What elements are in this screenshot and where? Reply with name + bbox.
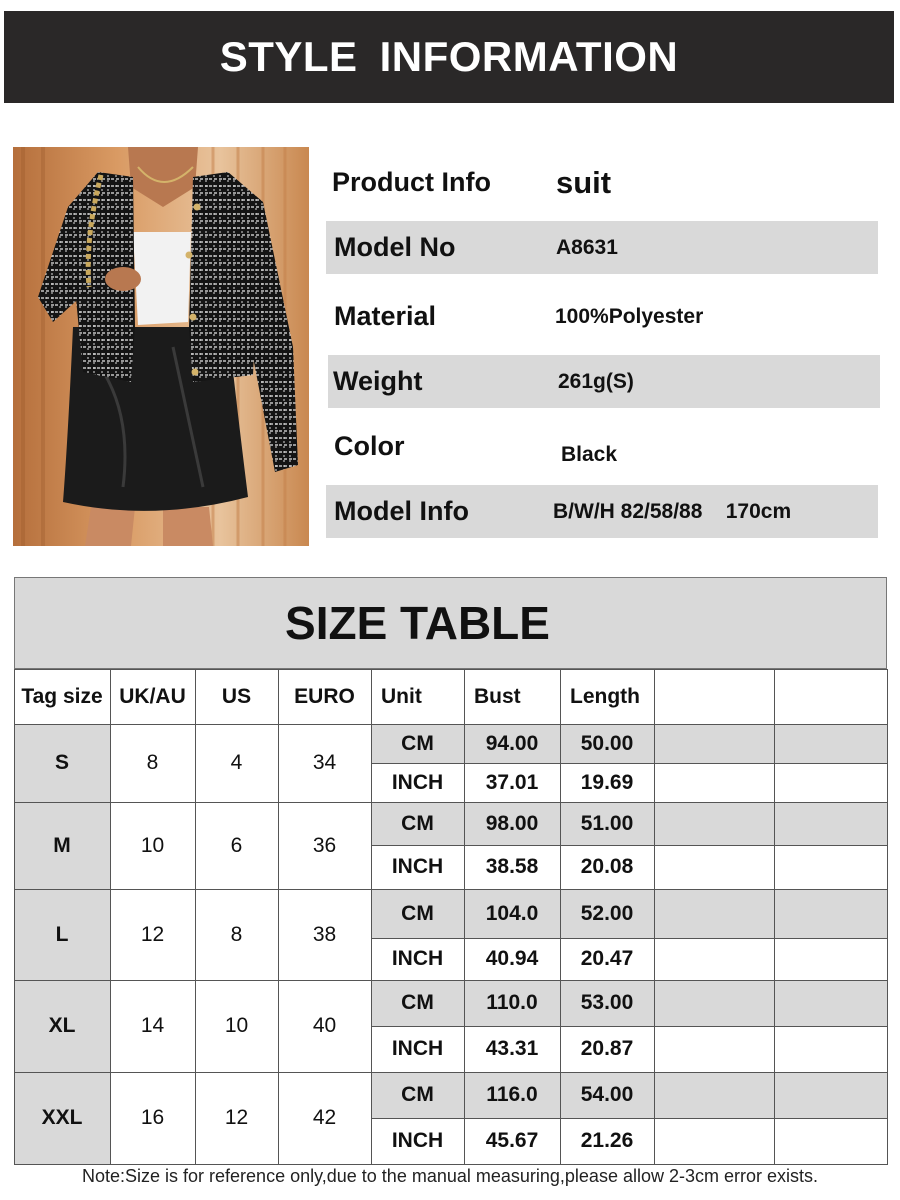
info-value: 261g(S) (558, 369, 634, 393)
euro-cell: 34 (312, 751, 337, 774)
euro-cell: 36 (312, 833, 337, 857)
cm-length-cell: 53.00 (580, 991, 634, 1014)
table-h-line (14, 1164, 888, 1165)
us-cell: 12 (224, 1106, 249, 1129)
cm-length-cell: 54.00 (580, 1083, 634, 1106)
header-cell-length: Length (570, 684, 640, 708)
header-cell-unit: Unit (381, 684, 422, 708)
table-v-line (560, 669, 561, 1164)
table-v-line (464, 669, 465, 1164)
header-cell-bust: Bust (474, 684, 521, 708)
table-h-line (14, 802, 888, 803)
table-h-line (14, 1072, 888, 1073)
size-table-title: SIZE TABLE (14, 577, 887, 669)
inch-bust-cell: 37.01 (485, 770, 539, 794)
euro-cell: 42 (312, 1106, 337, 1129)
table-v-line (110, 669, 111, 1164)
table-h-line (371, 938, 888, 939)
table-v-line (195, 669, 196, 1164)
inch-bust-cell: 40.94 (485, 947, 539, 970)
info-value: Black (561, 442, 618, 466)
info-label: Material (334, 301, 437, 331)
info-label: Weight (333, 366, 423, 396)
table-h-line (371, 845, 888, 846)
banner-word-information: INFORMATION (379, 33, 679, 80)
table-h-line (371, 763, 888, 764)
us-cell: 4 (230, 751, 243, 774)
header-cell-tag-size: Tag size (21, 684, 103, 708)
table-h-line (371, 1026, 888, 1027)
info-row-product (326, 156, 878, 209)
header-cell-blank (654, 669, 774, 724)
info-value: 100%Polyester (555, 304, 704, 328)
tag-size-cell: M (53, 833, 71, 857)
info-row-color (326, 420, 878, 473)
size-note: Note:Size is for reference only,due to the manual measuring,please allow 2-3cm error exists. (81, 1166, 818, 1186)
inch-length-cell: 21.26 (580, 1129, 634, 1152)
cm-unit-cell: CM (401, 811, 434, 835)
cm-bust-cell: 116.0 (486, 1083, 538, 1106)
info-label: Color (334, 431, 405, 461)
us-cell: 10 (224, 1014, 249, 1037)
table-v-line (774, 669, 775, 1164)
uk-au-cell: 16 (140, 1106, 165, 1129)
table-v-line (14, 669, 15, 1164)
euro-cell: 38 (312, 922, 337, 946)
info-row-model-info (326, 485, 878, 538)
cm-bust-cell: 104.0 (485, 901, 539, 925)
us-cell: 6 (230, 833, 243, 857)
inch-unit-cell: INCH (391, 947, 444, 970)
inch-unit-cell: INCH (391, 1129, 444, 1152)
uk-au-cell: 8 (146, 751, 159, 774)
cm-unit-cell: CM (401, 991, 434, 1014)
uk-au-cell: 10 (140, 833, 165, 857)
cm-length-cell: 51.00 (580, 811, 634, 835)
cm-unit-cell: CM (401, 731, 434, 755)
tag-size-cell: S (54, 751, 69, 774)
table-v-line (654, 669, 655, 1164)
inch-unit-cell: INCH (391, 1037, 444, 1060)
inch-length-cell: 20.87 (580, 1037, 634, 1060)
info-value: B/W/H 82/58/88 170cm (553, 499, 792, 523)
info-row-material (326, 290, 878, 343)
product-photo (13, 147, 309, 546)
header-cell-blank (774, 669, 888, 724)
cm-bust-cell: 110.0 (486, 991, 538, 1014)
size-table (14, 577, 889, 1165)
cm-unit-cell: CM (401, 1083, 434, 1106)
inch-bust-cell: 43.31 (485, 1037, 539, 1060)
inch-bust-cell: 45.67 (485, 1129, 539, 1152)
inch-length-cell: 20.47 (580, 947, 634, 970)
info-label: Model No (334, 232, 456, 262)
inch-length-cell: 19.69 (580, 770, 634, 794)
uk-au-cell: 12 (140, 922, 165, 946)
table-h-line (14, 669, 888, 670)
cm-bust-cell: 94.00 (485, 731, 539, 755)
table-v-line (278, 669, 279, 1164)
cm-length-cell: 52.00 (580, 901, 634, 925)
info-label: Product Info (332, 167, 491, 197)
info-value: A8631 (556, 235, 618, 259)
tag-size-cell: L (55, 922, 69, 946)
info-value: suit (556, 164, 612, 200)
cm-bust-cell: 98.00 (485, 811, 539, 835)
inch-length-cell: 20.08 (580, 855, 634, 878)
table-v-line (887, 669, 888, 1164)
tag-size-cell: XL (48, 1014, 76, 1037)
table-v-line (371, 669, 372, 1164)
inch-bust-cell: 38.58 (485, 855, 539, 878)
table-h-line (14, 980, 888, 981)
style-information-banner (4, 11, 894, 103)
info-row-model-no (326, 221, 878, 274)
header-cell-uk-au: UK/AU (119, 684, 186, 708)
table-h-line (14, 724, 888, 725)
banner-word-style: STYLE (219, 33, 358, 80)
inch-unit-cell: INCH (391, 855, 444, 878)
cm-unit-cell: CM (401, 901, 434, 925)
header-cell-euro: EURO (294, 684, 355, 708)
header-cell-us: US (221, 684, 252, 708)
tag-size-cell: XXL (41, 1106, 83, 1129)
uk-au-cell: 14 (140, 1014, 165, 1037)
info-row-weight (328, 355, 880, 408)
inch-unit-cell: INCH (391, 770, 444, 794)
us-cell: 8 (230, 922, 243, 946)
cm-length-cell: 50.00 (580, 731, 634, 755)
table-h-line (14, 889, 888, 890)
euro-cell: 40 (312, 1014, 337, 1037)
info-label: Model Info (334, 496, 469, 526)
table-h-line (371, 1118, 888, 1119)
